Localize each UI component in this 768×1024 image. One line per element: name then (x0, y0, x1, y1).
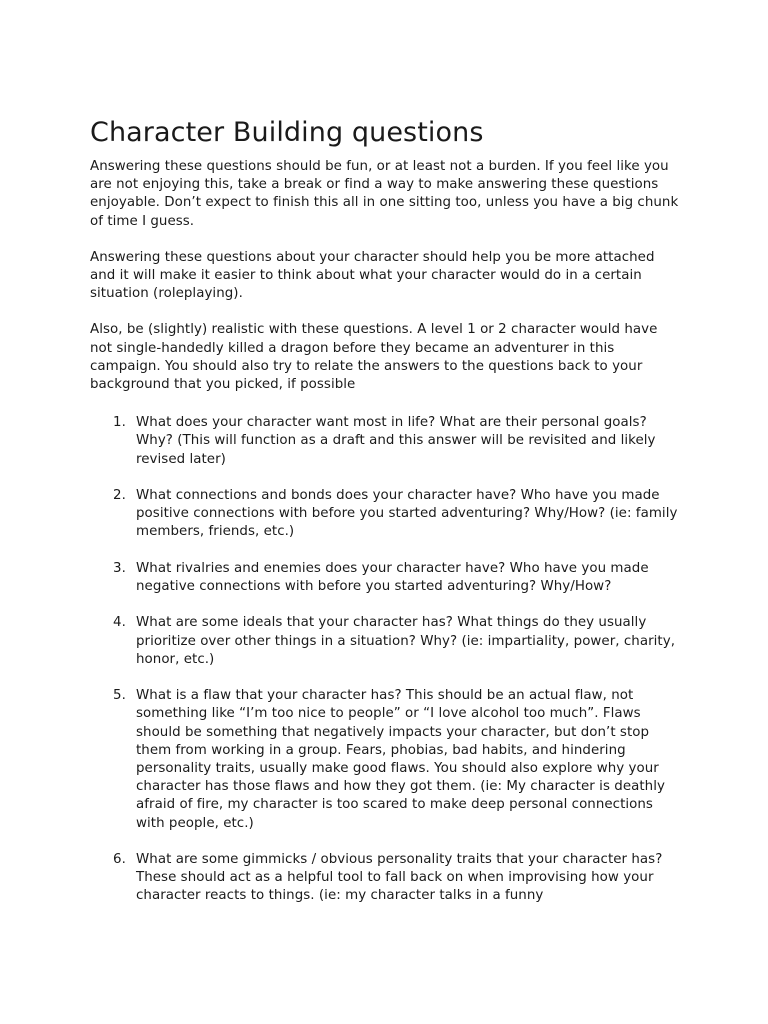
question-number: 5. (113, 688, 126, 704)
purpose-paragraph: Answering these questions about your character should help you be more attached and it will make it easier to think about what your character would do in a certain situation (roleplaying). (90, 249, 655, 302)
question-item (90, 487, 680, 542)
question-item (90, 851, 680, 906)
question-number: 4. (113, 615, 126, 631)
question-text: What are some gimmicks / obvious personality traits that your character has? These should act as a helpful tool to fall back on when improvising how your character reacts to things. (ie: my character talks in a funny (136, 852, 663, 904)
question-number: 2. (113, 488, 126, 504)
question-text: What is a flaw that your character has? This should be an actual flaw, not something like “I’m too nice to people” or “I love alcohol too much”. Flaws should be something that negatively impacts your character, but don’t stop them from working in a group. Fears, phobias, bad habits, and hindering personality traits, usually make good flaws. You should also explore why your character has those flaws and how they got them. (ie: My character is deathly afraid of fire, my character is too scared to make deep personal connections with people, etc.) (136, 688, 665, 831)
question-text: What are some ideals that your character has? What things do they usually prioritize over other things in a situation? Why? (ie: impartiality, power, charity, honor, etc.) (136, 615, 676, 667)
document-title: Character Building questions (90, 117, 484, 148)
question-item (90, 414, 680, 469)
question-item (90, 687, 680, 833)
question-text: What connections and bonds does your character have? Who have you made positive connections with before you started adventuring? Why/How? (ie: family members, friends, etc.) (136, 488, 678, 540)
intro-paragraph: Answering these questions should be fun, or at least not a burden. If you feel like you are not enjoying this, take a break or find a way to make answering these questions enjoyable. Don’t expect to finish this all in one sitting too, unless you have a big chunk of time I guess. (90, 159, 679, 229)
realism-paragraph: Also, be (slightly) realistic with these questions. A level 1 or 2 character would have not single-handedly killed a dragon before they became an adventurer in this campaign. You should also try to relate the answers to the questions back to your background that you picked, if possible (90, 322, 658, 393)
question-text: What rivalries and enemies does your character have? Who have you made negative connections with before you started adventuring? Why/How? (136, 560, 649, 595)
document-page (90, 114, 680, 924)
question-text: What does your character want most in life? What are their personal goals? Why? (This will function as a draft and this answer will be revisited and likely revised later) (136, 415, 656, 467)
question-item (90, 560, 680, 596)
question-number: 6. (113, 852, 126, 868)
question-item (90, 614, 680, 669)
question-number: 1. (113, 415, 126, 431)
question-number: 3. (113, 560, 126, 576)
question-list (90, 414, 680, 905)
